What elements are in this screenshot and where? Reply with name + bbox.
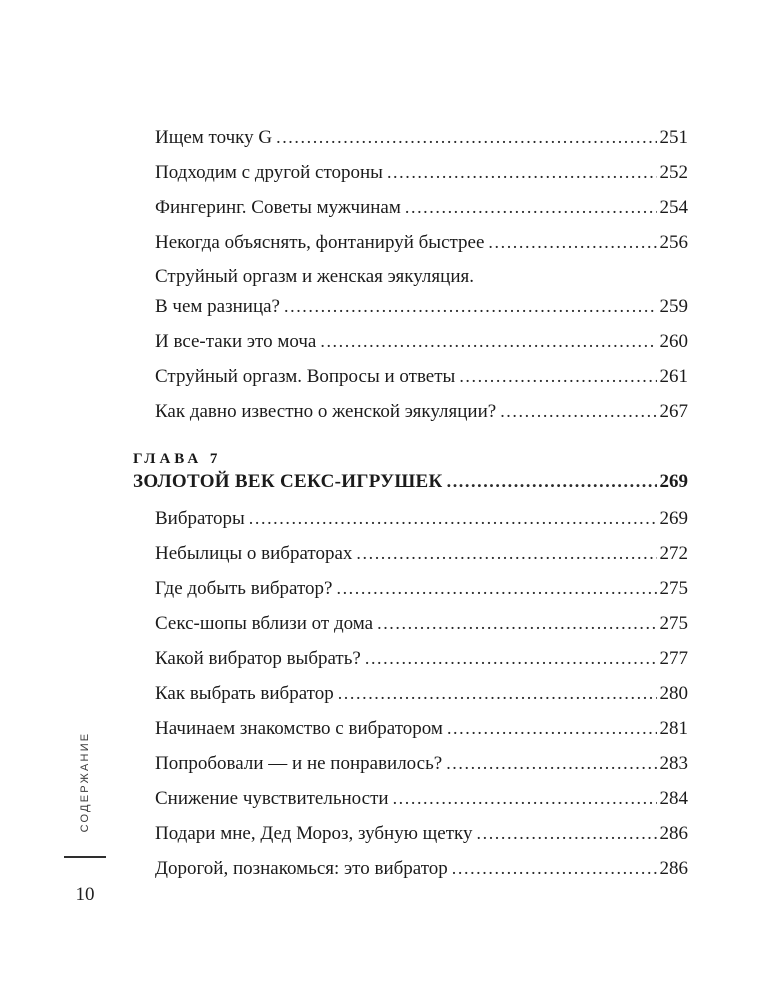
dot-leader	[452, 857, 657, 880]
toc-entry-title: Начинаем знакомство с вибратором	[155, 718, 443, 739]
dot-leader	[338, 682, 657, 705]
toc-entry-page-number: 283	[659, 753, 688, 774]
toc-entry-page-number: 254	[659, 197, 688, 218]
dot-leader	[284, 295, 657, 318]
dot-leader	[447, 717, 657, 740]
toc-entry-row[interactable]	[133, 161, 688, 184]
toc-entry-row[interactable]	[133, 787, 688, 810]
toc-entry-title: Какой вибратор выбрать?	[155, 648, 361, 669]
toc-entry-title: Как давно известно о женской эякуляции?	[155, 401, 497, 422]
dot-leader	[356, 542, 656, 565]
dot-leader	[477, 822, 657, 845]
dot-leader	[447, 470, 657, 493]
toc-entry-title: Подари мне, Дед Мороз, зубную щетку	[155, 823, 473, 844]
toc-entry-row[interactable]	[133, 612, 688, 635]
toc-entry-title: Небылицы о вибраторах	[155, 543, 353, 564]
toc-entry-page-number: 256	[659, 232, 688, 253]
chapter-page-number: 269	[659, 471, 688, 492]
toc-entry-title: Вибраторы	[155, 508, 245, 529]
toc-entry-row[interactable]	[133, 647, 688, 670]
toc-entry-page-number: 252	[659, 162, 688, 183]
toc-entry-page-number: 281	[659, 718, 688, 739]
toc-entry-page-number: 260	[659, 331, 688, 352]
toc-entry-title: Фингеринг. Советы мужчинам	[155, 197, 401, 218]
toc-entry-title: Дорогой, познакомься: это вибратор	[155, 858, 448, 879]
dot-leader	[336, 577, 656, 600]
toc-entry-page-number: 275	[659, 613, 688, 634]
dot-leader	[500, 400, 656, 423]
toc-entry-title: Ищем точку G	[155, 127, 273, 148]
toc-entry-title: Некогда объяснять, фонтанируй быстрее	[155, 232, 485, 253]
dot-leader	[320, 330, 656, 353]
dot-leader	[377, 612, 656, 635]
chapter-title-row[interactable]	[133, 470, 688, 493]
sidebar-vertical-label: СОДЕРЖАНИЕ	[79, 731, 91, 833]
chapter-kicker: ГЛАВА 7	[133, 451, 222, 467]
chapter-title: ЗОЛОТОЙ ВЕК СЕКС-ИГРУШЕК	[133, 471, 443, 492]
toc-entry-title: Секс-шопы вблизи от дома	[155, 613, 374, 634]
toc-entry-page-number: 280	[659, 683, 688, 704]
dot-leader	[393, 787, 657, 810]
toc-entry-row[interactable]	[133, 822, 688, 845]
toc-entry-row[interactable]	[133, 577, 688, 600]
toc-entry-row[interactable]	[133, 400, 688, 423]
toc-entry-row[interactable]	[133, 682, 688, 705]
toc-entry-row[interactable]	[133, 231, 688, 254]
toc-entry-row[interactable]	[133, 295, 688, 318]
toc-entry-row[interactable]	[133, 196, 688, 219]
toc-entry-title: Струйный оргазм и женская эякуляция.	[155, 266, 474, 287]
toc-entry-title: Попробовали — и не понравилось?	[155, 753, 443, 774]
toc-entry-title: И все-таки это моча	[155, 331, 317, 352]
toc-entry-page-number: 267	[659, 401, 688, 422]
toc-entry-page-number: 284	[659, 788, 688, 809]
page-number: 10	[75, 884, 95, 905]
toc-entry-page-number: 277	[659, 648, 688, 669]
toc-entry-row[interactable]	[133, 542, 688, 565]
dot-leader	[249, 507, 657, 530]
chapter-heading	[133, 448, 688, 493]
toc-entry-title: Где добыть вибратор?	[155, 578, 333, 599]
toc-entry-title: Снижение чувствительности	[155, 788, 389, 809]
toc-entry-row[interactable]	[133, 752, 688, 775]
toc-entry-title: В чем разница?	[155, 296, 280, 317]
toc-entry-row[interactable]	[133, 507, 688, 530]
toc-entry-page-number: 251	[659, 127, 688, 148]
toc-entry-page-number: 269	[659, 508, 688, 529]
dot-leader	[276, 126, 656, 149]
toc-entry-row[interactable]	[133, 330, 688, 353]
sidebar-rule-divider	[64, 856, 106, 858]
toc-entry-page-number: 272	[659, 543, 688, 564]
toc-entry-page-number: 286	[659, 858, 688, 879]
toc-entry-row[interactable]	[133, 717, 688, 740]
toc-entry-title: Струйный оргазм. Вопросы и ответы	[155, 366, 456, 387]
dot-leader	[387, 161, 657, 184]
toc-entry-page-number: 259	[659, 296, 688, 317]
toc-entry-title: Как выбрать вибратор	[155, 683, 334, 704]
dot-leader	[459, 365, 656, 388]
toc-entry-row[interactable]	[133, 266, 688, 288]
toc-entry-row[interactable]	[133, 857, 688, 880]
toc-entry-page-number: 286	[659, 823, 688, 844]
toc-entry-title: Подходим с другой стороны	[155, 162, 383, 183]
toc-entry-page-number: 275	[659, 578, 688, 599]
dot-leader	[488, 231, 656, 254]
dot-leader	[446, 752, 656, 775]
toc-entry-page-number: 261	[659, 366, 688, 387]
toc-entry-row[interactable]	[133, 126, 688, 149]
dot-leader	[365, 647, 657, 670]
dot-leader	[405, 196, 657, 219]
toc-entry-row[interactable]	[133, 365, 688, 388]
toc-list	[133, 126, 688, 892]
